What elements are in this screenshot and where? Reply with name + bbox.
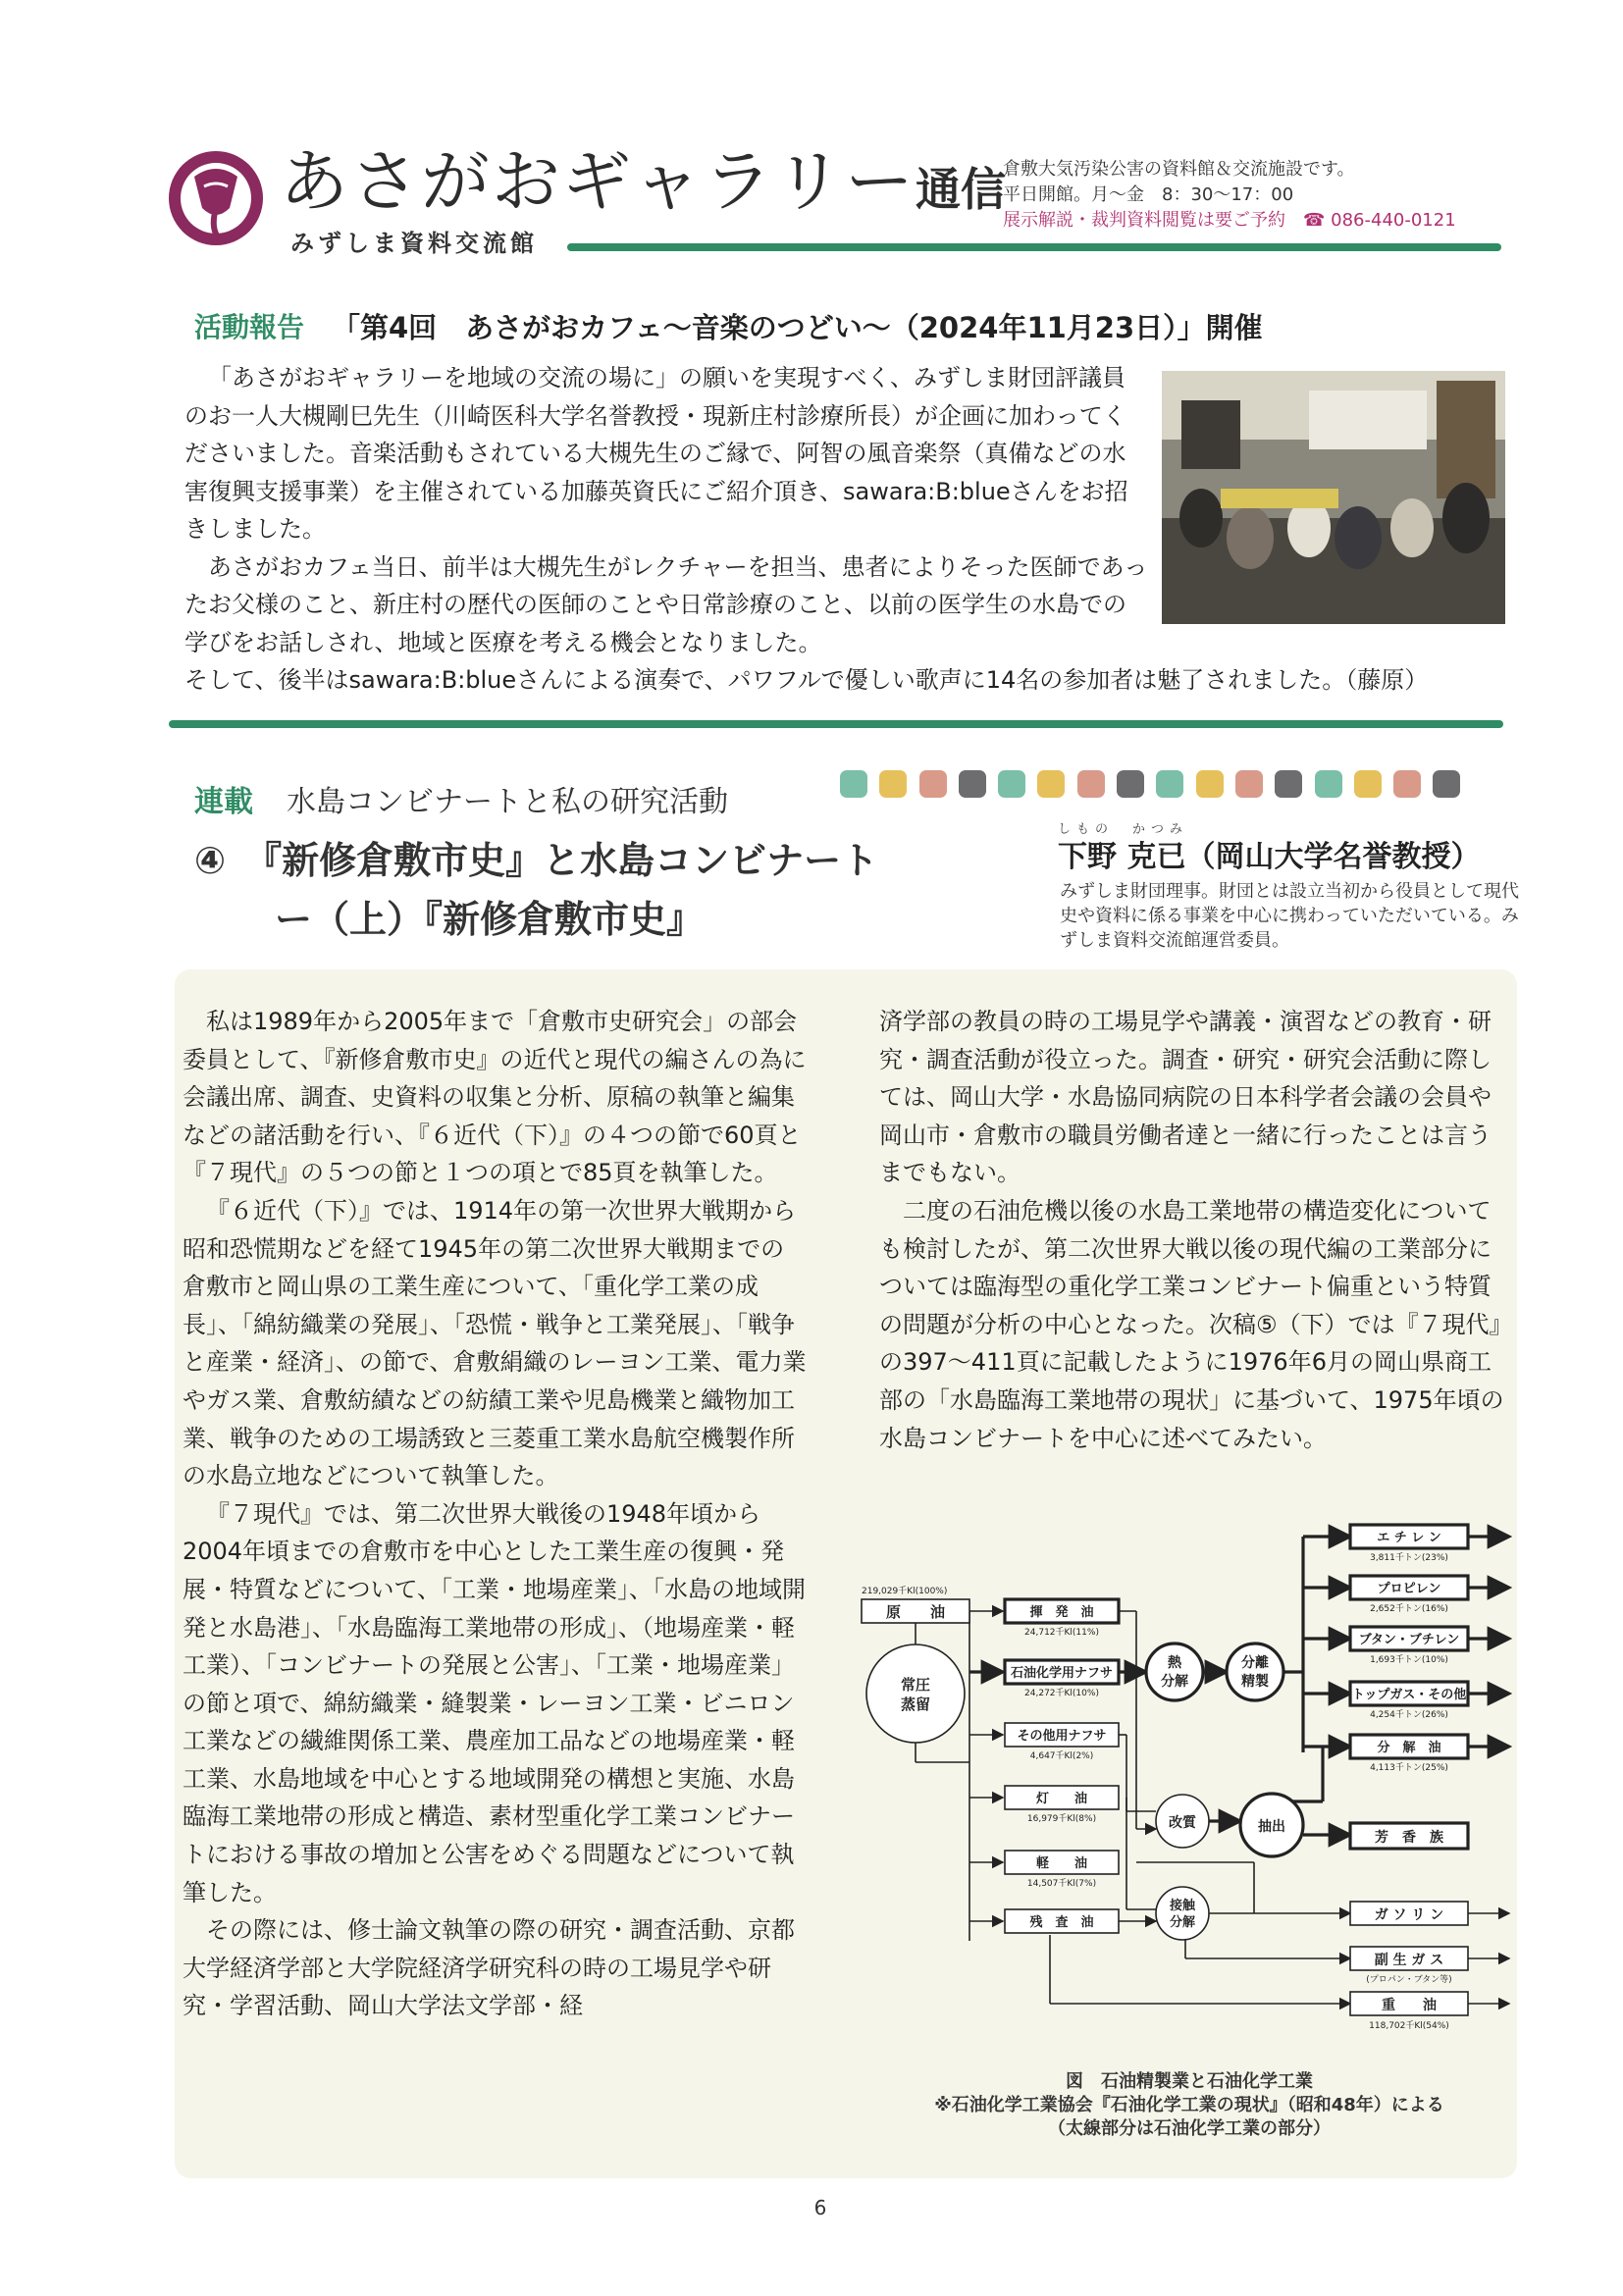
byproduct-gas-label: 副 生 ガ ス xyxy=(1374,1953,1444,1968)
decorative-dot xyxy=(919,770,947,798)
product-label: 灯 油 xyxy=(1035,1792,1088,1806)
decorative-dot xyxy=(879,770,907,798)
article-paragraph: 二度の石油危機以後の水島工業地帯の構造変化についても検討したが、第二次世界大戦以後の現代編の工業部分については臨海型の重化学工業コンビナート偏重という特質の問題が分析の中心となった。次稿⑤（下）では『７現代』の397〜411頁に記載したように1976年6月の岡山県商工部の「水島臨海工業地帯の現状」に基づいて、1975年頃の水島コンビナートを中心に述べてみたい。 xyxy=(879,1196,1504,1452)
section-rule xyxy=(169,720,1503,728)
article-title-line2: ー（上）『新修倉敷市史』 xyxy=(275,898,705,941)
decorative-dot xyxy=(1393,770,1421,798)
decorative-dot xyxy=(1433,770,1460,798)
header-rule xyxy=(567,243,1501,251)
article-paragraph: 私は1989年から2005年まで「倉敷市史研究会」の部会委員として、『新修倉敷市史』の近代と現代の編さんの為に会議出席、調査、史資料の収集と分析、原稿の執筆と編集などの諸活動を行い、『６近代（下）』の４つの節で60頁と『７現代』の５つの節と１つの項とで85頁を執筆した。 xyxy=(183,1008,807,1187)
chem-output-amount: 4,254千トン(26%) xyxy=(1370,1710,1448,1720)
product-label: 軽 油 xyxy=(1035,1856,1088,1871)
product-amount: 24,272千Kl(10%) xyxy=(1024,1689,1099,1698)
decorative-dot-row xyxy=(840,770,1507,800)
separation-label-1: 分離 xyxy=(1241,1655,1269,1671)
asagao-logo xyxy=(165,147,267,249)
thermal-label-2: 分解 xyxy=(1161,1674,1188,1690)
info-description: 倉敷大気汚染公害の資料館＆交流施設です。 xyxy=(1003,159,1355,180)
brand-title: あさがおギャラリー通信 xyxy=(280,141,1006,222)
chem-output-amount: 3,811千トン(23%) xyxy=(1370,1553,1448,1563)
article-paragraph: 『７現代』では、第二次世界大戦後の1948年頃から2004年頃までの倉敷市を中心とした工業生産の復興・発展・特質などについて、「工業・地場産業」、「水島の地域開発と水島港」、「水島臨海工業地帯の形成」、（地場産業・軽工業）、「コンビナートの発展と公害」、「工業・地場産業」の節と項で、綿紡織業・縫製業・レーヨン工業・ビニロン工業などの繊維関係工業、農産加工品などの地場産業・軽工業、水島地域を中心とする地域開発の構想と実施、水島臨海工業地帯の形成と構造、素材型重化学工業コンビナートにおける事故の増加と公害をめぐる問題などについて執筆した。 xyxy=(183,1499,807,1906)
product-label: 石油化学用ナフサ xyxy=(1010,1666,1114,1681)
crude-amount: 219,029千Kl(100%) xyxy=(862,1587,948,1596)
product-amount: 16,979千Kl(8%) xyxy=(1026,1814,1097,1824)
figure-caption-source: ※石油化学工業協会『石油化学工業の現状』（昭和48年）による xyxy=(934,2095,1444,2115)
figure-caption-note: （太線部分は石油化学工業の部分） xyxy=(1048,2118,1331,2139)
brand-subtitle: みずしま資料交流館 xyxy=(290,230,538,257)
chem-output-label: ブタン・ブチレン xyxy=(1358,1633,1460,1647)
catalytic-label-2: 分解 xyxy=(1169,1915,1196,1930)
author-ruby: しもの かつみ xyxy=(1058,822,1189,837)
decorative-dot xyxy=(1037,770,1065,798)
product-label: その他用ナフサ xyxy=(1017,1729,1107,1744)
gasoline-label: ガ ソ リ ン xyxy=(1374,1907,1444,1923)
decorative-dot xyxy=(1235,770,1263,798)
product-label: 残 査 油 xyxy=(1029,1915,1094,1930)
decorative-dot xyxy=(998,770,1025,798)
product-amount: 4,647千Kl(2%) xyxy=(1029,1751,1094,1761)
figure-caption-title: 図 石油精製業と石油化学工業 xyxy=(1066,2071,1313,2092)
reform-label: 改質 xyxy=(1169,1815,1196,1831)
activity-paragraph: 「あさがおギャラリーを地域の交流の場に」の願いを実現すべく、みずしま財団評議員のお一人大槻剛巳先生（川崎医科大学名誉教授・現新庄村診療所長）が企画に加わってくださいました。音楽活動もされている大槻先生のご縁で、阿智の風音楽祭（真備などの水害復興支援事業）を主催されている加藤英資氏にご紹介頂き、sawara:B:blueさんをお招きしました。 xyxy=(184,364,1128,543)
chem-output-amount: 4,113千トン(25%) xyxy=(1370,1763,1448,1773)
decorative-dot xyxy=(1156,770,1183,798)
chem-output-label: 分 解 油 xyxy=(1377,1741,1441,1755)
author-note: みずしま財団理事。財団とは設立当初から役員として現代史や資料に係る事業を中心に携わっていただいている。みずしま資料交流館運営委員。 xyxy=(1060,881,1519,951)
decorative-dot xyxy=(1354,770,1382,798)
article-paragraph: 『６近代（下）』では、1914年の第一次世界大戦期から昭和恐慌期などを経て1945年の第二次世界大戦期までの倉敷市と岡山県の工業生産について、「重化学工業の成長」、「綿紡織業の発展」、「恐慌・戦争と工業発展」、「戦争と産業・経済」、の節で、倉敷絹織のレーヨン工業、電力業やガス業、倉敷紡績などの紡績工業や児島機業と織物加工業、戦争のための工場誘致と三菱重工業水島航空機製作所の水島立地などについて執筆した。 xyxy=(183,1196,807,1490)
catalytic-label-1: 接触 xyxy=(1169,1899,1196,1913)
phone-number: ☎ 086-440-0121 xyxy=(1303,210,1456,231)
activity-paragraph: あさがおカフェ当日、前半は大槻先生がレクチャーを担当、患者によりそった医師であったお父様のこと、新庄村の歴代の医師のことや日常診療のこと、以前の医学生の水島での学びをお話しされ、地域と医療を考える機会となりました。 xyxy=(184,552,1148,656)
distill-label-2: 蒸留 xyxy=(900,1696,931,1713)
info-reservation: 展示解説・裁判資料閲覧は要ご予約 ☎ 086-440-0121 xyxy=(1003,210,1456,231)
activity-title: 「第4回 あさがおカフェ〜音楽のつどい〜（2024年11月23日）」開催 xyxy=(332,311,1263,344)
figure-caption xyxy=(875,2070,1503,2141)
aromatics-label: 芳 香 族 xyxy=(1375,1830,1443,1846)
distill-label-1: 常圧 xyxy=(900,1676,931,1694)
chem-output-label: エ チ レ ン xyxy=(1377,1531,1441,1545)
activity-tag: 活動報告 xyxy=(194,311,305,343)
thermal-label-1: 熱 xyxy=(1168,1655,1181,1671)
info-hours: 平日開館。月〜金 8：30〜17：00 xyxy=(1003,184,1294,205)
crude-label: 原 油 xyxy=(885,1603,946,1621)
article-paragraph: その際には、修士論文執筆の際の研究・調査活動、京都大学経済学部と大学院経済学研究科の時の工場見学や研究・学習活動、岡山大学法文学部・経 xyxy=(183,1916,795,2020)
article-column-left xyxy=(183,1003,807,2025)
extract-label: 抽出 xyxy=(1258,1819,1285,1835)
byproduct-gas-note: (プロパン・ブタン等) xyxy=(1366,1975,1452,1985)
article-paragraph: 済学部の教員の時の工場見学や講義・演習などの教育・研究・調査活動が役立った。調査・研究・研究会活動に際しては、岡山大学・水島協同病院の日本科学者会議の会員や岡山市・倉敷市の職員労働者達と一緒に行ったことは言うまでもない。 xyxy=(879,1008,1492,1187)
product-label: 揮 発 油 xyxy=(1029,1605,1094,1620)
event-photo xyxy=(1162,371,1505,624)
article-title-line1: ④ 『新修倉敷市史』と水島コンビナート xyxy=(194,839,879,882)
chem-output-amount: 1,693千トン(10%) xyxy=(1370,1655,1448,1665)
decorative-dot xyxy=(840,770,867,798)
chem-output-label: プロピレン xyxy=(1377,1582,1441,1596)
decorative-dot xyxy=(1117,770,1144,798)
decorative-dot xyxy=(1315,770,1342,798)
article-column-right xyxy=(879,1003,1511,1457)
activity-body xyxy=(184,359,1148,661)
page-number: 6 xyxy=(813,2196,827,2219)
chem-output-amount: 2,652千トン(16%) xyxy=(1370,1604,1448,1614)
chem-output-label: トップガス・その他 xyxy=(1351,1688,1467,1702)
decorative-dot xyxy=(1196,770,1224,798)
author-name: 下野 克已（岡山大学名誉教授） xyxy=(1058,840,1481,874)
facility-info xyxy=(1003,157,1456,234)
series-subtitle: 水島コンビナートと私の研究活動 xyxy=(287,785,728,819)
decorative-dot xyxy=(1275,770,1302,798)
heavy-oil-label: 重 油 xyxy=(1382,1998,1437,2013)
decorative-dot xyxy=(1077,770,1105,798)
decorative-dot xyxy=(959,770,986,798)
product-amount: 14,507千Kl(7%) xyxy=(1026,1879,1097,1889)
petroleum-flow-diagram xyxy=(842,1517,1529,2066)
series-tag: 連載 xyxy=(194,785,253,819)
separation-label-2: 精製 xyxy=(1241,1674,1269,1690)
heavy-oil-amount: 118,702千Kl(54%) xyxy=(1369,2021,1449,2031)
activity-closing-line: そして、後半はsawara:B:blueさんによる演奏で、パワフルで優しい歌声に14名の参加者は魅了されました。（藤原） xyxy=(184,666,1429,694)
product-amount: 24,712千Kl(11%) xyxy=(1024,1628,1099,1638)
brand-title-suffix: 通信 xyxy=(916,163,1006,216)
